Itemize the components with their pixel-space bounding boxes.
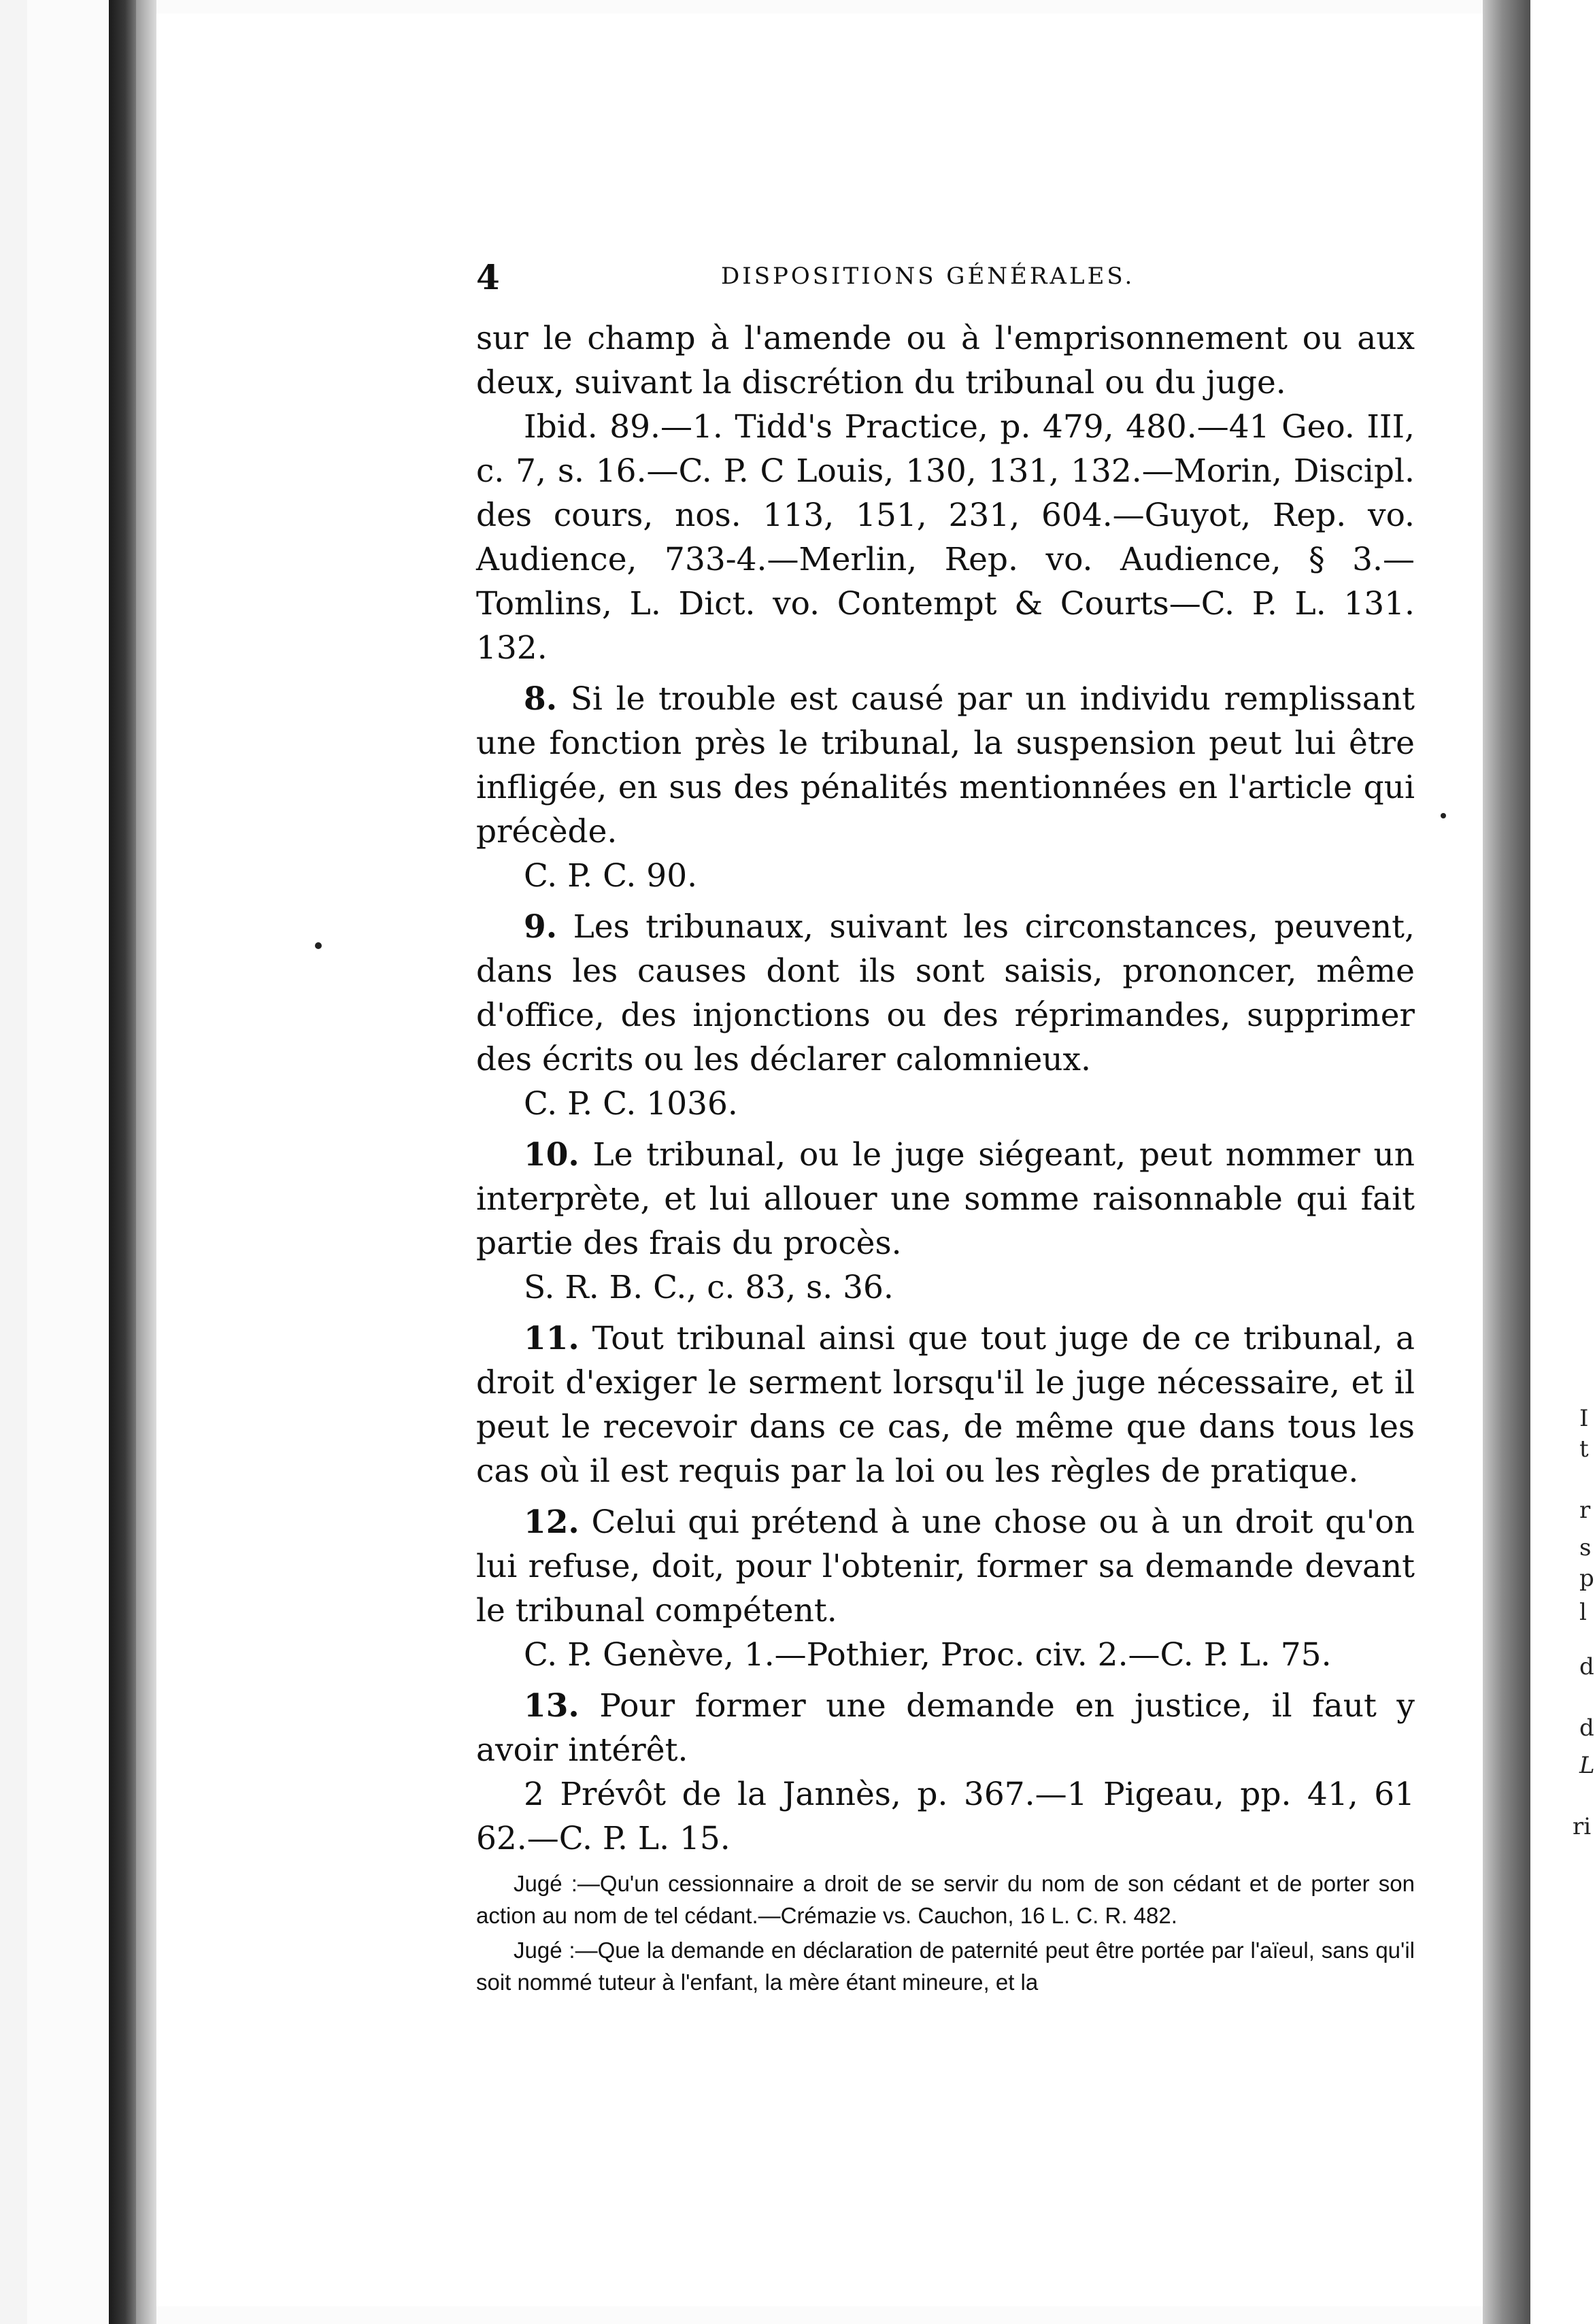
article-number: 8.: [524, 680, 558, 718]
case-note: Jugé :—Qu'un cessionnaire a droit de se servir du nom de son cédant et de porter son action au nom de tel cédant.—Crémazie vs. Cauchon, 16 L. C. R. 482.: [476, 1871, 1415, 1928]
page-curl-edge: [136, 0, 156, 2324]
article-number: 9.: [524, 908, 558, 946]
edge-fragment: d: [1579, 1653, 1594, 1680]
edge-fragment: p: [1579, 1565, 1594, 1592]
article-10: [476, 1133, 1415, 1265]
body-text: [476, 316, 1415, 1998]
article-text: Le tribunal, ou le juge siégeant, peut nommer un interprète, et lui allouer une somme raisonnable qui fait partie des frais du procès.: [476, 1136, 1415, 1262]
citation: C. P. Genève, 1.—Pothier, Proc. civ. 2.—C. P. L. 75.: [524, 1636, 1332, 1674]
article-11: [476, 1316, 1415, 1493]
article-text: Si le trouble est causé par un individu remplissant une fonction près le tribunal, la suspension peut lui être infligée, en sus des pénalités mentionnées en l'article qui précède.: [476, 680, 1415, 850]
citation: S. R. B. C., c. 83, s. 36.: [524, 1269, 894, 1306]
citation: 2 Prévôt de la Jannès, p. 367.—1 Pigeau, pp. 41, 61 62.—C. P. L. 15.: [476, 1776, 1415, 1857]
article-text: Les tribunaux, suivant les circonstances, peuvent, dans les causes dont ils sont saisis, prononcer, même d'office, des injonctions ou des réprimandes, supprimer des écrits ou les déclarer calomnieux.: [476, 908, 1415, 1078]
citation: C. P. C. 90.: [524, 857, 698, 895]
article-9: [476, 905, 1415, 1082]
edge-fragment: I: [1579, 1405, 1589, 1432]
article-number: 13.: [524, 1687, 580, 1725]
edge-fragment: t: [1579, 1435, 1589, 1463]
scan-speck: [1441, 813, 1446, 818]
left-margin: [0, 0, 27, 2324]
article-8: [476, 677, 1415, 854]
edge-fragment: ri: [1573, 1813, 1592, 1840]
book-spine-shadow: [109, 0, 136, 2324]
citation: C. P. C. 1036.: [524, 1085, 738, 1123]
edge-fragment: s: [1579, 1534, 1592, 1561]
edge-fragment: d: [1579, 1714, 1594, 1742]
article-text: Tout tribunal ainsi que tout juge de ce tribunal, a droit d'exiger le serment lorsqu'il le juge nécessaire, et il peut le recevoir dans ce cas, de même que dans tous les cas où il est requis par la loi ou les règles de pratique.: [476, 1320, 1415, 1490]
article-number: 10.: [524, 1136, 580, 1174]
page-header: [476, 257, 1415, 298]
article-12: [476, 1500, 1415, 1633]
article-13: [476, 1684, 1415, 1772]
article-number: 11.: [524, 1320, 580, 1357]
edge-fragment: l: [1579, 1599, 1587, 1626]
edge-fragment: L: [1579, 1752, 1595, 1779]
page-number: 4: [476, 257, 500, 297]
adjacent-page-strip: [1530, 0, 1592, 2324]
scan-speck: [315, 942, 322, 949]
edge-fragment: r: [1579, 1497, 1591, 1524]
running-head: DISPOSITIONS GÉNÉRALES.: [721, 263, 1135, 290]
article-number: 12.: [524, 1504, 580, 1541]
paragraph-continuation: sur le champ à l'amende ou à l'emprisonnement ou aux deux, suivant la discrétion du tribunal ou du juge.: [476, 320, 1415, 401]
right-page-edge-shadow: [1483, 0, 1530, 2324]
case-note: Jugé :—Que la demande en déclaration de paternité peut être portée par l'aïeul, sans qu'il soit nommé tuteur à l'enfant, la mère étant mineure, et la: [476, 1938, 1415, 1995]
article-text: Celui qui prétend à une chose ou à un droit qu'on lui refuse, doit, pour l'obtenir, former sa demande devant le tribunal compétent.: [476, 1504, 1415, 1629]
citation: Ibid. 89.—1. Tidd's Practice, p. 479, 480.—41 Geo. III, c. 7, s. 16.—C. P. C Louis, 130, 131, 132.—Morin, Discipl. des cours, nos. 113, 151, 231, 604.—Guyot, Rep. vo. Audience, 733-4.—Merlin, Rep. vo. Audience, § 3.—Tomlins, L. Dict. vo. Contempt & Courts—C. P. L. 131. 132.: [476, 408, 1415, 667]
article-text: Pour former une demande en justice, il faut y avoir intérêt.: [476, 1687, 1415, 1769]
